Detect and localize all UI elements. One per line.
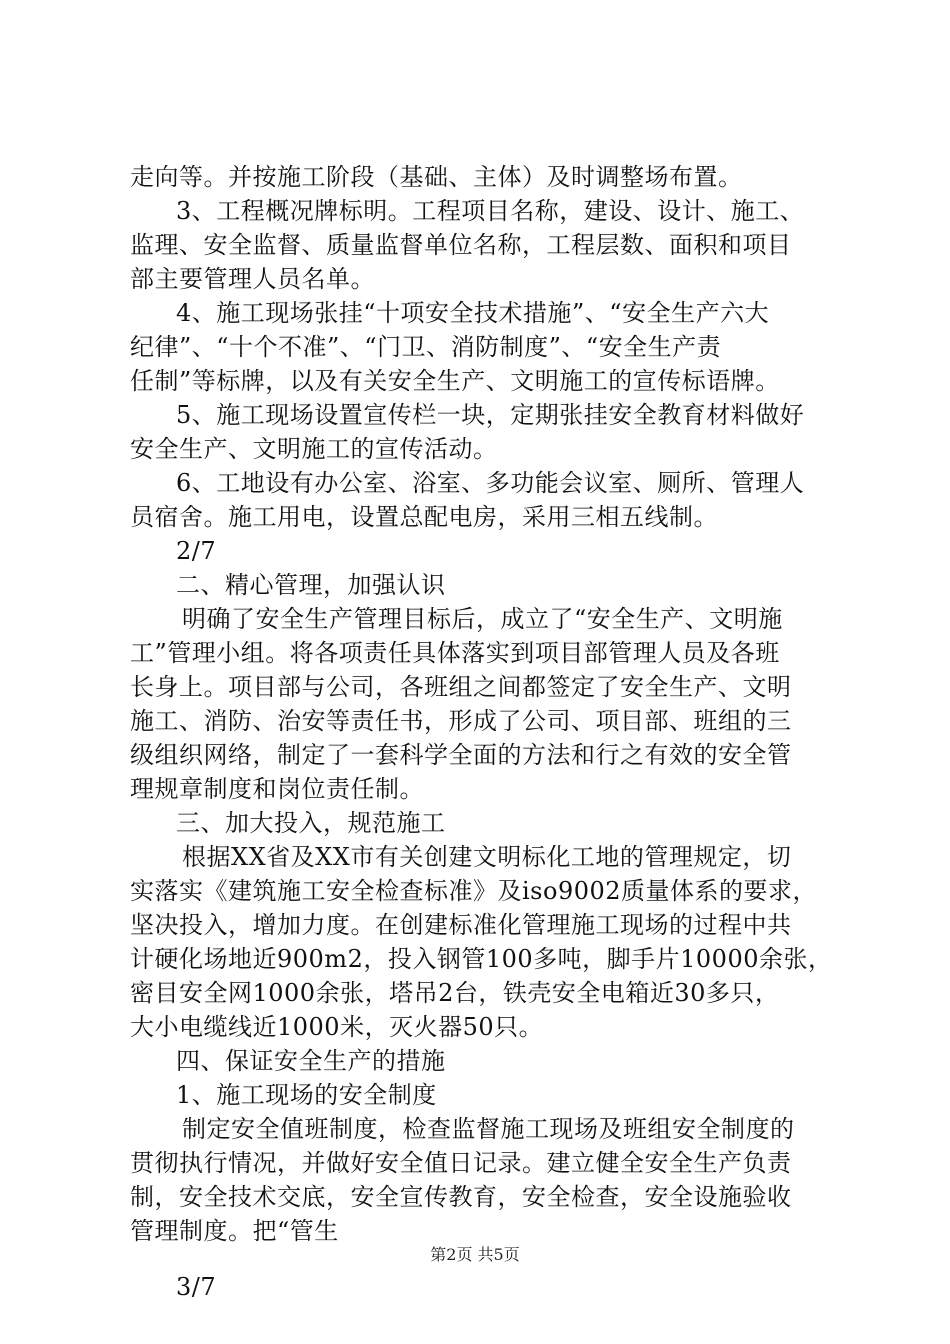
text-line: 贯彻执行情况，并做好安全值日记录。建立健全安全生产负责 <box>130 1149 792 1177</box>
document-body <box>130 160 833 1304</box>
text-line: 坚决投入，增加力度。在创建标准化管理施工现场的过程中共 <box>130 911 792 939</box>
text-line: 纪律”、“十个不准”、“门卫、消防制度”、“安全生产责 <box>130 333 722 361</box>
text-line: 大小电缆线近1000米，灭火器50只。 <box>130 1013 544 1041</box>
section-heading: 四、保证安全生产的措施 <box>176 1047 446 1075</box>
text-line: 部主要管理人员名单。 <box>130 265 375 293</box>
section-heading: 二、精心管理，加强认识 <box>176 571 446 599</box>
text-line: 密目安全网1000余张，塔吊2台，铁壳安全电箱近30多只， <box>130 979 780 1007</box>
text-line: 制定安全值班制度，检查监督施工现场及班组安全制度的 <box>182 1115 795 1143</box>
page-footer: 第2页 共5页 <box>430 1245 520 1264</box>
text-line: 长身上。项目部与公司，各班组之间都签定了安全生产、文明 <box>130 673 792 701</box>
text-line: 制，安全技术交底，安全宣传教育，安全检查，安全设施验收 <box>130 1183 792 1211</box>
text-line: 员宿舍。施工用电，设置总配电房，采用三相五线制。 <box>130 503 718 531</box>
text-line: 监理、安全监督、质量监督单位名称，工程层数、面积和项目 <box>130 231 792 259</box>
text-line: 明确了安全生产管理目标后，成立了“安全生产、文明施 <box>182 605 783 633</box>
text-line: 安全生产、文明施工的宣传活动。 <box>130 435 498 463</box>
text-line: 根据XX省及XX市有关创建文明标化工地的管理规定，切 <box>182 843 792 871</box>
text-line: 理规章制度和岗位责任制。 <box>130 775 424 803</box>
text-line: 计硬化场地近900m2，投入钢管100多吨，脚手片10000余张， <box>130 945 833 973</box>
subsection-heading: 1、施工现场的安全制度 <box>176 1081 437 1109</box>
text-line: 6、工地设有办公室、浴室、多功能会议室、厕所、管理人 <box>176 469 805 497</box>
text-line: 工”管理小组。将各项责任具体落实到项目部管理人员及各班 <box>130 639 780 667</box>
text-line: 施工、消防、治安等责任书，形成了公司、项目部、班组的三 <box>130 707 792 735</box>
page-marker: 3/7 <box>176 1273 217 1301</box>
text-line: 任制”等标牌，以及有关安全生产、文明施工的宣传标语牌。 <box>130 367 780 395</box>
section-heading: 三、加大投入，规范施工 <box>176 809 446 837</box>
text-line: 3、工程概况牌标明。工程项目名称，建设、设计、施工、 <box>176 197 805 225</box>
text-line: 4、施工现场张挂“十项安全技术措施”、“安全生产六大 <box>176 299 770 327</box>
text-line: 5、施工现场设置宣传栏一块，定期张挂安全教育材料做好 <box>176 401 805 429</box>
text-line: 实落实《建筑施工安全检查标准》及iso9002质量体系的要求， <box>130 877 818 905</box>
page-marker: 2/7 <box>176 537 217 565</box>
text-line: 管理制度。把“管生 <box>130 1217 339 1245</box>
text-line: 走向等。并按施工阶段（基础、主体）及时调整场布置。 <box>130 163 743 191</box>
text-line: 级组织网络，制定了一套科学全面的方法和行之有效的安全管 <box>130 741 792 769</box>
